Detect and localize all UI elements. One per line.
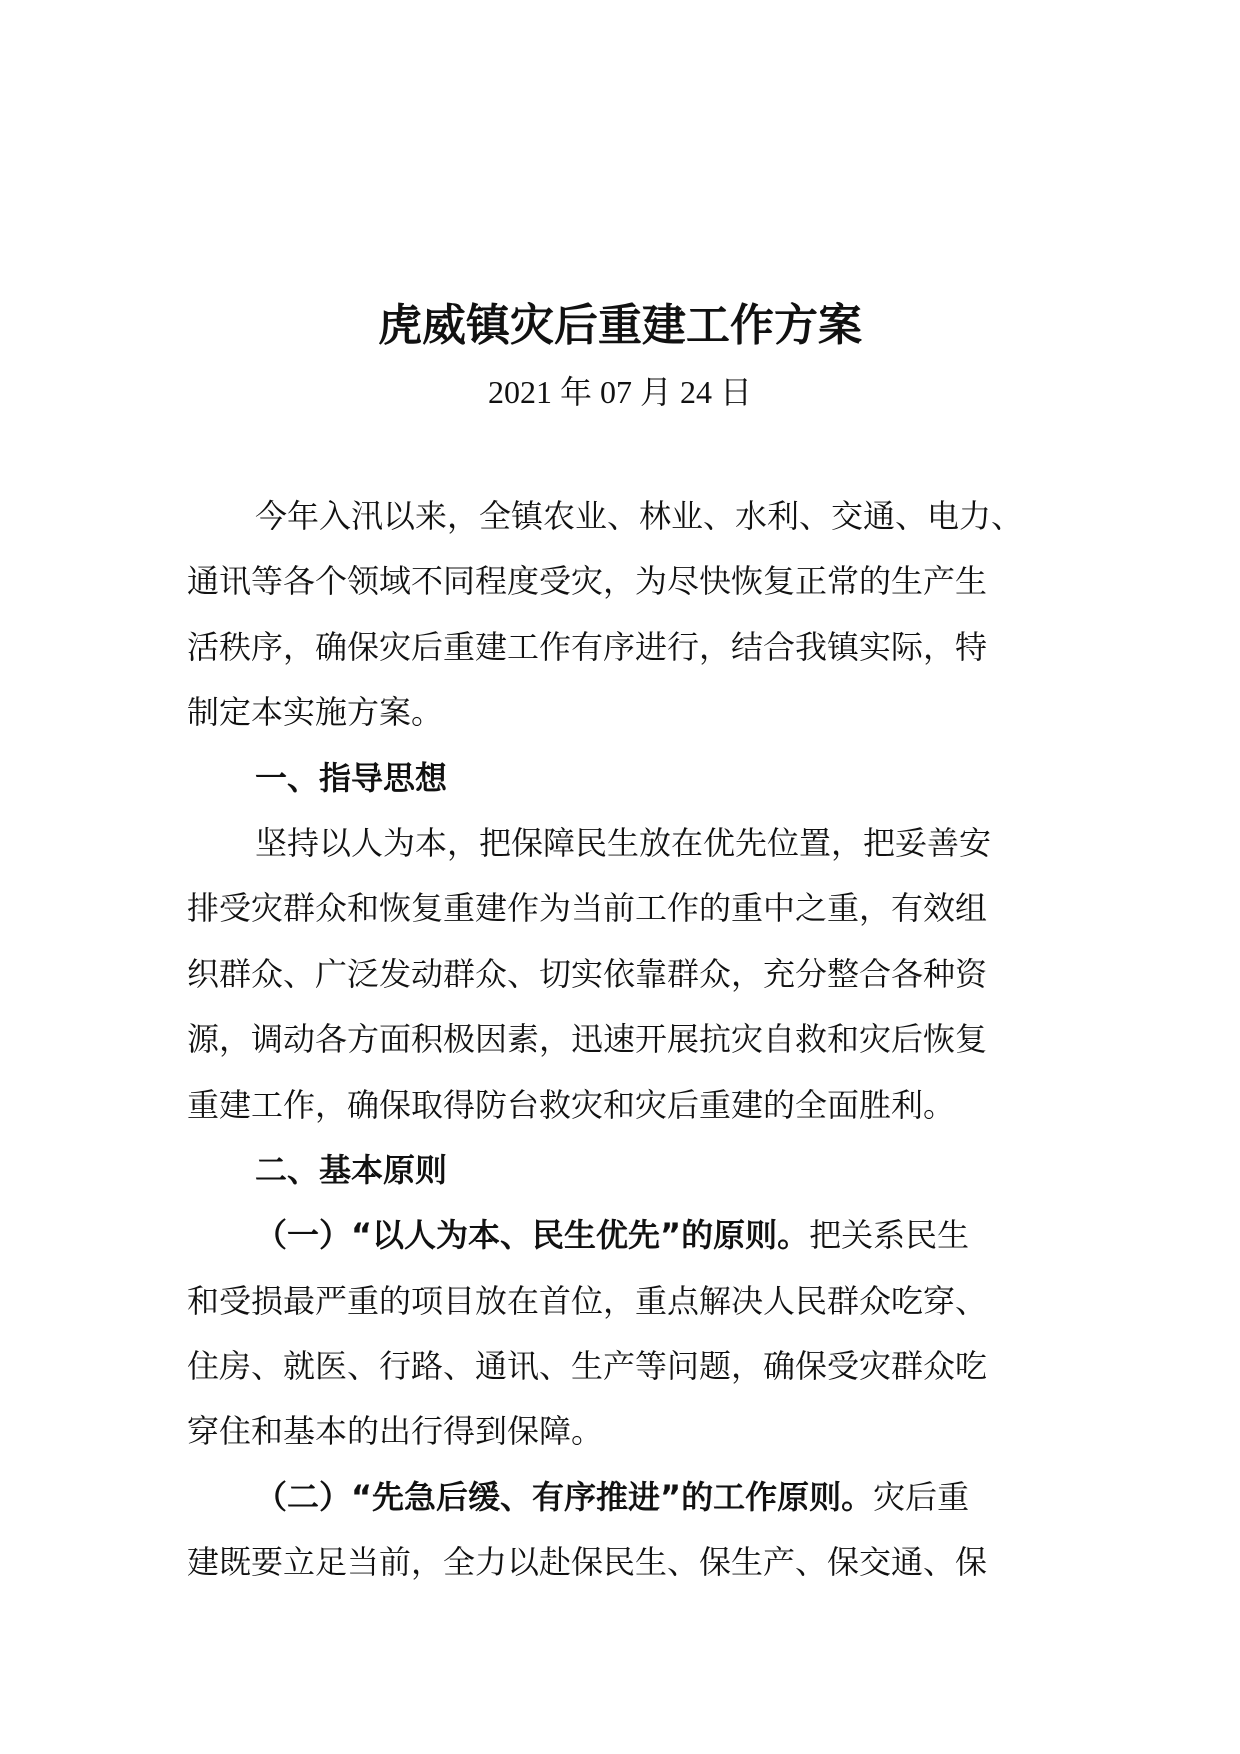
text-segment: 建既要立足当前，全力以赴保民生、保生产、保交通、保 (187, 1543, 988, 1582)
text-line (187, 754, 1067, 819)
text-line (187, 819, 1067, 884)
bold-text-segment: （二）“先急后缓、有序推进”的工作原则。 (255, 1477, 874, 1516)
text-line (187, 884, 1067, 949)
text-segment: 活秩序，确保灾后重建工作有序进行，结合我镇实际，特 (187, 627, 988, 666)
text-line (187, 688, 1067, 753)
text-line (187, 950, 1067, 1015)
text-segment: 制定本实施方案。 (187, 693, 444, 732)
text-segment: 和受损最严重的项目放在首位，重点解决人民群众吃穿、 (187, 1281, 988, 1320)
bold-text-segment: 二、基本原则 (255, 1150, 448, 1189)
text-segment: 穿住和基本的出行得到保障。 (187, 1412, 604, 1451)
text-line (187, 1015, 1067, 1080)
text-segment: 排受灾群众和恢复重建作为当前工作的重中之重，有效组 (187, 889, 988, 928)
text-segment: 灾后重 (873, 1477, 970, 1516)
text-line (187, 1211, 1067, 1276)
text-line (187, 1538, 1067, 1603)
text-line (187, 1277, 1067, 1342)
text-segment: 重建工作，确保取得防台救灾和灾后重建的全面胜利。 (187, 1085, 956, 1124)
bold-text-segment: （一）“以人为本、民生优先”的原则。 (255, 1216, 810, 1255)
document-title: 虎威镇灾后重建工作方案 (378, 300, 862, 351)
text-segment: 源，调动各方面积极因素，迅速开展抗灾自救和灾后恢复 (187, 1020, 988, 1059)
bold-text-segment: 一、指导思想 (255, 758, 448, 797)
text-line (187, 1407, 1067, 1472)
text-segment: 今年入汛以来，全镇农业、林业、水利、交通、电力、 (255, 497, 1024, 535)
text-segment: 住房、就医、行路、通讯、生产等问题，确保受灾群众吃 (187, 1347, 988, 1386)
text-line (187, 1081, 1067, 1146)
text-line (187, 623, 1067, 688)
text-line (187, 1473, 1067, 1538)
text-segment: 织群众、广泛发动群众、切实依靠群众，充分整合各种资 (187, 954, 988, 993)
text-line (187, 1342, 1067, 1407)
text-line (187, 492, 1067, 557)
text-segment: 通讯等各个领域不同程度受灾，为尽快恢复正常的生产生 (187, 562, 988, 601)
document-date: 2021 年 07 月 24 日 (487, 374, 752, 410)
document-body (187, 492, 1067, 1604)
text-line (187, 1146, 1067, 1211)
text-segment: 把关系民生 (809, 1216, 970, 1255)
text-line (187, 557, 1067, 622)
text-segment: 坚持以人为本，把保障民生放在优先位置，把妥善安 (255, 823, 992, 862)
